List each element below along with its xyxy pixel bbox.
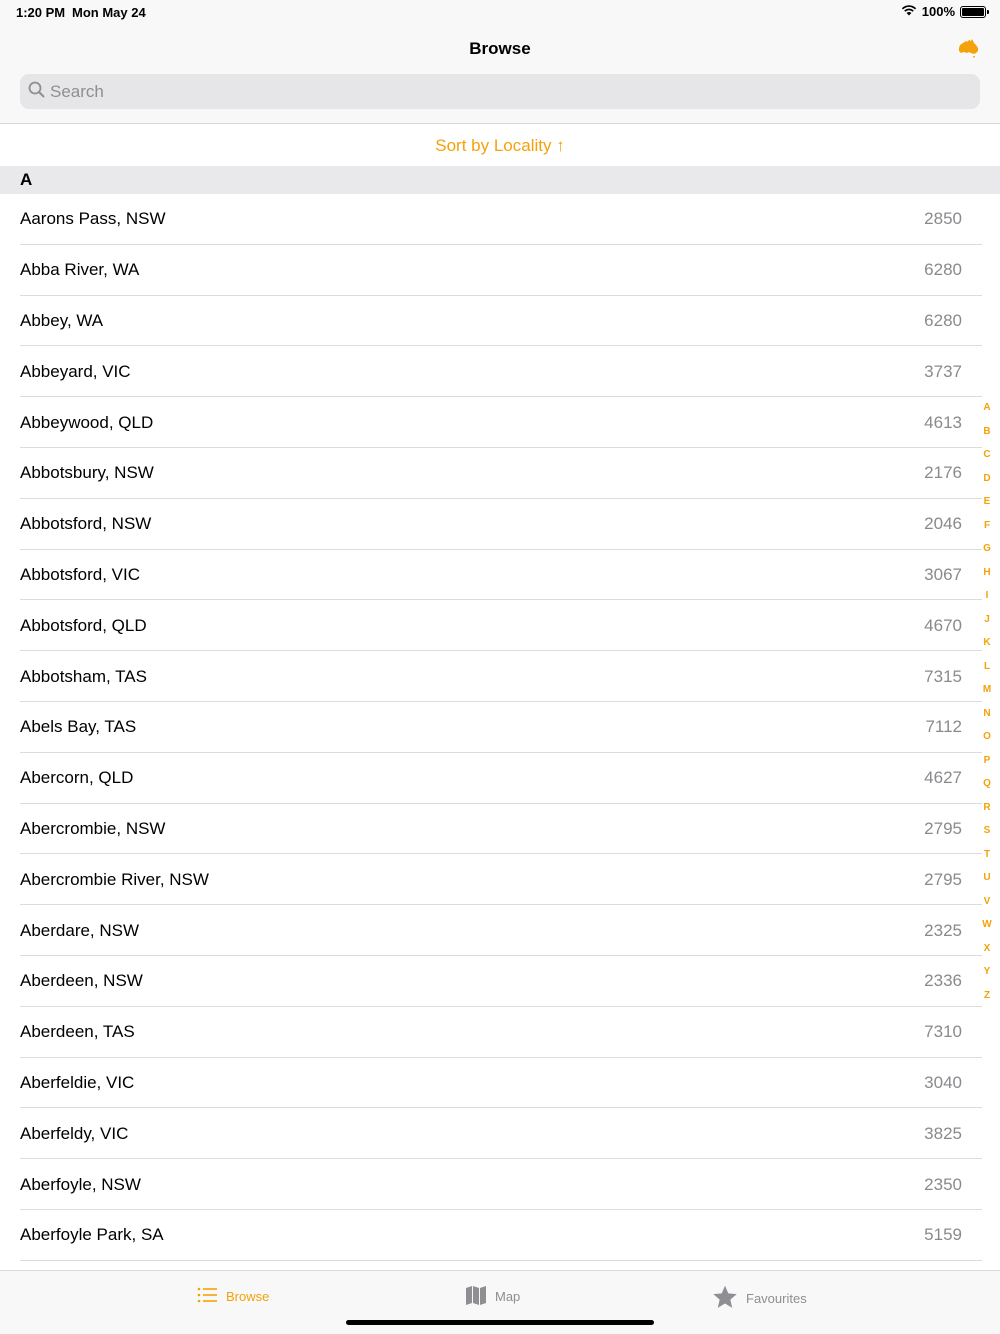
sort-button[interactable]: Sort by Locality ↑ xyxy=(0,125,1000,166)
postcode: 7310 xyxy=(924,1022,962,1042)
list-item[interactable] xyxy=(0,600,1000,651)
locality-name: Abels Bay, TAS xyxy=(20,717,137,737)
battery-fill xyxy=(962,8,984,16)
locality-name: Abbotsham, TAS xyxy=(20,666,147,686)
index-letter-k[interactable]: K xyxy=(983,637,991,648)
index-letter-s[interactable]: S xyxy=(983,825,991,836)
list-item[interactable] xyxy=(0,905,1000,956)
tab-map[interactable] xyxy=(465,1284,520,1309)
postcode: 3737 xyxy=(924,361,962,381)
locality-name: Aberdeen, TAS xyxy=(20,1022,135,1042)
index-letter-o[interactable]: O xyxy=(983,731,991,742)
index-letter-c[interactable]: C xyxy=(983,449,991,460)
list-item[interactable] xyxy=(0,1210,1000,1261)
index-letter-p[interactable]: P xyxy=(983,754,991,766)
postcode: 7112 xyxy=(925,717,962,737)
search-input[interactable] xyxy=(50,82,950,102)
index-letter-m[interactable]: M xyxy=(982,684,992,695)
index-letter-n[interactable]: N xyxy=(983,707,991,719)
list-item[interactable] xyxy=(0,753,1000,804)
index-letter-d[interactable]: D xyxy=(983,472,991,484)
list-item[interactable] xyxy=(0,499,1000,550)
tab-favourites[interactable] xyxy=(712,1284,807,1313)
index-letter-t[interactable]: T xyxy=(983,848,991,860)
index-letter-g[interactable]: G xyxy=(983,543,991,554)
locality-name: Abbotsbury, NSW xyxy=(20,463,154,483)
index-letter-h[interactable]: H xyxy=(983,566,991,578)
postcode: 5159 xyxy=(924,1225,962,1245)
tab-map-label: Map xyxy=(495,1289,521,1304)
locality-name: Abbotsford, VIC xyxy=(20,564,141,584)
list-item[interactable] xyxy=(0,854,1000,905)
index-letter-e[interactable]: E xyxy=(983,496,991,507)
locality-name: Aberdare, NSW xyxy=(20,920,140,940)
list-item[interactable] xyxy=(0,804,1000,855)
navigation-bar xyxy=(0,24,1000,124)
list-item[interactable] xyxy=(0,651,1000,702)
wifi-icon xyxy=(901,4,917,19)
postcode: 3825 xyxy=(924,1123,962,1143)
locality-name: Abba River, WA xyxy=(20,260,140,280)
list-item[interactable] xyxy=(0,1058,1000,1109)
index-letter-a[interactable]: A xyxy=(983,402,991,413)
index-letter-z[interactable]: Z xyxy=(983,989,991,1001)
postcode: 2795 xyxy=(924,818,962,838)
postcode: 3067 xyxy=(924,564,962,584)
list-item[interactable] xyxy=(0,956,1000,1007)
list-item[interactable] xyxy=(0,245,1000,296)
list-item[interactable] xyxy=(0,397,1000,448)
postcode: 4613 xyxy=(924,412,962,432)
status-time: 1:20 PM xyxy=(16,5,66,20)
locality-name: Abbotsford, NSW xyxy=(20,514,152,534)
list-item[interactable] xyxy=(0,296,1000,347)
list-item[interactable] xyxy=(0,1159,1000,1210)
section-header: A xyxy=(0,166,1000,194)
page-title: Browse xyxy=(469,39,531,58)
australia-map-icon[interactable] xyxy=(958,38,980,58)
postcode: 3040 xyxy=(924,1072,962,1092)
locality-name: Aberdeen, NSW xyxy=(20,971,143,991)
search-icon xyxy=(28,81,45,103)
locality-name: Abercrombie, NSW xyxy=(20,818,166,838)
tab-browse-label: Browse xyxy=(226,1289,270,1304)
postcode: 2336 xyxy=(924,971,962,991)
postcode: 2046 xyxy=(924,514,962,534)
postcode: 2795 xyxy=(924,869,962,889)
locality-name: Abercorn, QLD xyxy=(20,768,134,788)
status-indicators xyxy=(901,4,986,19)
locality-name: Aarons Pass, NSW xyxy=(20,209,166,229)
index-letter-y[interactable]: Y xyxy=(983,966,991,977)
postcode: 2325 xyxy=(924,920,962,940)
battery-percent: 100% xyxy=(921,4,955,19)
index-letter-r[interactable]: R xyxy=(983,801,991,813)
index-letter-j[interactable]: J xyxy=(984,613,990,625)
index-letter-x[interactable]: X xyxy=(983,942,991,954)
list-icon xyxy=(196,1284,218,1309)
postcode: 4670 xyxy=(924,615,962,635)
tab-favourites-label: Favourites xyxy=(746,1291,807,1306)
postcode: 2850 xyxy=(924,209,962,229)
list-item[interactable] xyxy=(0,550,1000,601)
locality-list xyxy=(0,194,1000,1261)
alphabet-index[interactable] xyxy=(980,396,994,1007)
list-item[interactable] xyxy=(0,1108,1000,1159)
status-bar xyxy=(0,0,1000,24)
index-letter-b[interactable]: B xyxy=(983,425,991,437)
index-letter-v[interactable]: V xyxy=(983,895,991,907)
locality-name: Aberfeldie, VIC xyxy=(20,1072,135,1092)
postcode: 6280 xyxy=(924,260,962,280)
locality-name: Abercrombie River, NSW xyxy=(20,869,209,889)
locality-name: Aberfoyle, NSW xyxy=(20,1174,141,1194)
list-item[interactable] xyxy=(0,1007,1000,1058)
list-item[interactable] xyxy=(0,194,1000,245)
postcode: 6280 xyxy=(924,310,962,330)
list-item[interactable] xyxy=(0,702,1000,753)
map-icon xyxy=(465,1284,487,1309)
status-date: Mon May 24 xyxy=(72,5,146,20)
home-indicator[interactable] xyxy=(346,1320,654,1325)
index-letter-i[interactable]: I xyxy=(985,590,989,601)
index-letter-l[interactable]: L xyxy=(983,660,991,672)
list-item[interactable] xyxy=(0,346,1000,397)
locality-name: Abbotsford, QLD xyxy=(20,615,147,635)
locality-name: Abbeyard, VIC xyxy=(20,361,131,381)
search-bar[interactable] xyxy=(20,74,980,109)
postcode: 7315 xyxy=(924,666,962,686)
postcode: 2350 xyxy=(924,1174,962,1194)
postcode: 2176 xyxy=(924,463,962,483)
star-icon xyxy=(712,1284,738,1313)
postcode: 4627 xyxy=(924,768,962,788)
locality-name: Aberfeldy, VIC xyxy=(20,1123,129,1143)
list-item[interactable] xyxy=(0,448,1000,499)
locality-name: Abbey, WA xyxy=(20,310,104,330)
index-letter-q[interactable]: Q xyxy=(983,778,991,789)
battery-icon xyxy=(960,6,986,18)
index-letter-u[interactable]: U xyxy=(983,872,991,883)
locality-name: Abbeywood, QLD xyxy=(20,412,154,432)
index-letter-f[interactable]: F xyxy=(983,519,991,531)
index-letter-w[interactable]: W xyxy=(982,919,992,930)
locality-name: Aberfoyle Park, SA xyxy=(20,1225,164,1245)
tab-browse[interactable] xyxy=(196,1284,269,1309)
